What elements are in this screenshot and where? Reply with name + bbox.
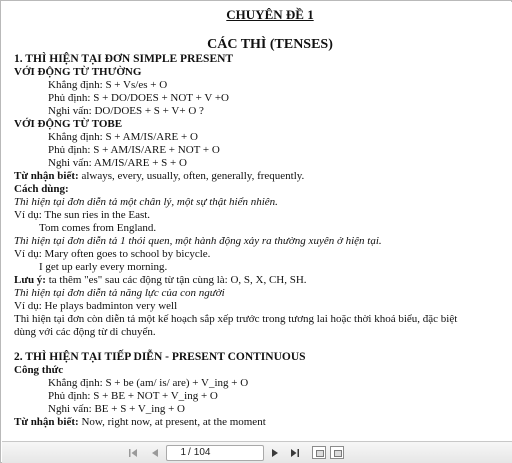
previous-page-icon[interactable] <box>148 446 162 460</box>
tobe-question: Nghi vấn: AM/IS/ARE + S + O <box>48 157 187 169</box>
formula-heading: Công thức <box>14 364 64 376</box>
signal-text: Now, right now, at present, at the moment <box>78 416 266 428</box>
section2-signal-words <box>14 416 506 429</box>
usage-truth: Thì hiện tại đơn diễn tả một chân lý, một sự thật hiển nhiên. <box>14 196 278 208</box>
signal-label: Từ nhận biết: <box>14 170 79 182</box>
continuous-affirmative: Khẳng định: S + be (am/ is/ are) + V_ing + O <box>48 377 249 389</box>
total-pages: 104 <box>193 447 211 458</box>
continuous-question: Nghi vấn: BE + S + V_ing + O <box>48 403 185 415</box>
tobe-affirmative: Khẳng định: S + AM/IS/ARE + O <box>48 131 198 143</box>
document-content <box>14 7 506 429</box>
usage-heading: Cách dùng: <box>14 183 69 195</box>
example-tom: Tom comes from England. <box>39 222 157 234</box>
fit-page-icon[interactable] <box>312 446 326 459</box>
regular-verb-affirmative: Khẳng định: S + Vs/es + O <box>48 79 168 91</box>
signal-label: Từ nhận biết: <box>14 416 79 428</box>
section2-heading: 2. THÌ HIỆN TẠI TIẾP DIỄN - PRESENT CONTINUOUS <box>14 351 306 363</box>
usage-habit: Thì hiện tại đơn diễn tả 1 thói quen, một hành động xảy ra thường xuyên ở hiện tại. <box>14 235 382 247</box>
page-indicator <box>166 445 264 461</box>
example-mary: Ví dụ: Mary often goes to school by bicycle. <box>14 248 211 260</box>
note-label: Lưu ý: <box>14 274 46 286</box>
example-sun: Ví dụ: The sun ries in the East. <box>14 209 151 221</box>
document-title: CÁC THÌ (TENSES) <box>207 37 333 52</box>
first-page-icon[interactable] <box>126 446 140 460</box>
regular-verb-heading: VỚI ĐỘNG TỪ THƯỜNG <box>14 66 142 78</box>
tobe-heading: VỚI ĐỘNG TỪ TOBE <box>14 118 123 130</box>
signal-text: always, every, usually, often, generally, frequently. <box>78 170 305 182</box>
section1-signal-words <box>14 170 506 183</box>
note-text: ta thêm "es" sau các động từ tận cùng là: O, S, X, CH, SH. <box>45 274 307 286</box>
example-badminton: Ví dụ: He plays badminton very well <box>14 300 178 312</box>
topic-heading: CHUYÊN ĐỀ 1 <box>226 7 314 22</box>
usage-schedule-cont: dùng với các động từ di chuyển. <box>14 326 156 338</box>
fullscreen-icon[interactable] <box>330 446 344 459</box>
usage-ability: Thì hiện tại đơn diễn tả năng lực của con người <box>14 287 225 299</box>
next-page-icon[interactable] <box>268 446 282 460</box>
usage-schedule: Thì hiện tại đơn còn diễn tả một kế hoạch sắp xếp trước trong tương lai hoặc thời khoá biểu, đặc biệt <box>14 313 458 325</box>
regular-verb-negative: Phủ định: S + DO/DOES + NOT + V +O <box>48 92 229 104</box>
page-number-input[interactable] <box>170 447 186 458</box>
example-get-up: I get up early every morning. <box>39 261 168 273</box>
page-separator: / <box>188 447 191 458</box>
tobe-negative: Phủ định: S + AM/IS/ARE + NOT + O <box>48 144 220 156</box>
last-page-icon[interactable] <box>288 446 302 460</box>
continuous-negative: Phủ định: S + BE + NOT + V_ing + O <box>48 390 218 402</box>
pagination-toolbar <box>2 441 512 463</box>
note-es <box>14 274 506 287</box>
document-page[interactable] <box>2 2 512 441</box>
section1-heading: 1. THÌ HIỆN TẠI ĐƠN SIMPLE PRESENT <box>14 53 234 65</box>
regular-verb-question: Nghi vấn: DO/DOES + S + V+ O ? <box>48 105 204 117</box>
